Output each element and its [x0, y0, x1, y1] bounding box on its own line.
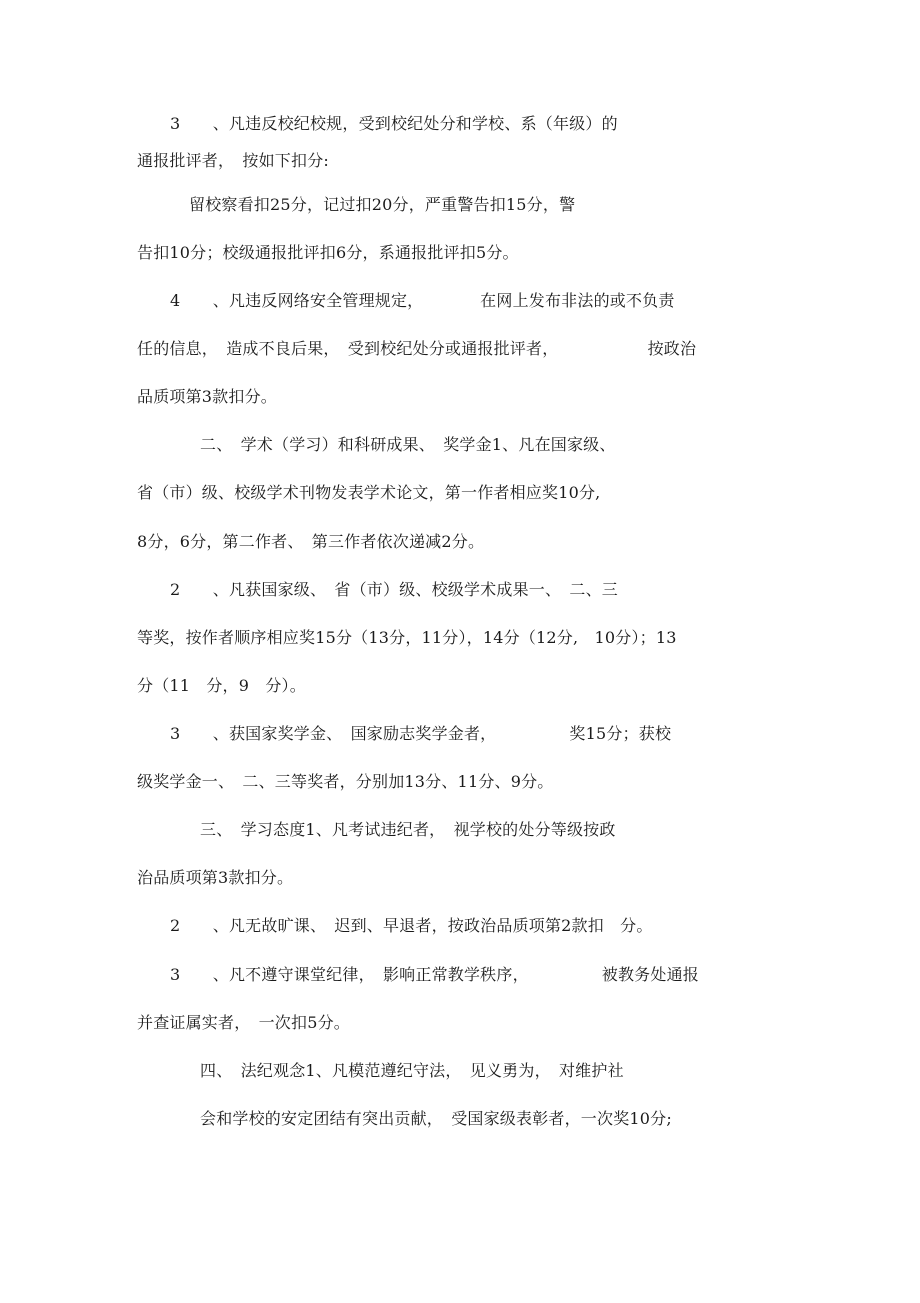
- text-line: 并查证属实者， 一次扣5分。: [137, 1013, 350, 1032]
- text-line: 4 、凡违反网络安全管理规定， 在网上发布非法的或不负责: [170, 291, 675, 310]
- text-line: 会和学校的安定团结有突出贡献， 受国家级表彰者，一次奖10分;: [200, 1109, 672, 1128]
- section-heading-line: 四、 法纪观念1、凡模范遵纪守法， 见义勇为， 对维护社: [200, 1061, 624, 1080]
- text-line: 通报批评者， 按如下扣分:: [137, 151, 329, 170]
- text-line: 治品质项第3款扣分。: [137, 868, 294, 887]
- text-line: 2 、凡无故旷课、 迟到、早退者，按政治品质项第2款扣 分。: [170, 916, 653, 935]
- section-heading-line: 三、 学习态度1、凡考试违纪者， 视学校的处分等级按政: [200, 820, 616, 839]
- text-line: 3 、获国家奖学金、 国家励志奖学金者， 奖15分；获校: [170, 724, 672, 743]
- text-line: 留校察看扣25分，记过扣20分，严重警告扣15分，警: [189, 195, 576, 214]
- text-line: 2 、凡获国家级、 省（市）级、校级学术成果一、 二、三: [170, 580, 618, 599]
- text-line: 品质项第3款扣分。: [137, 387, 277, 406]
- text-line: 分（11 分，9 分）。: [137, 676, 306, 695]
- text-line: 级奖学金一、 二、三等奖者，分别加13分、11分、9分。: [137, 772, 554, 791]
- text-line: 8分，6分，第二作者、 第三作者依次递减2分。: [137, 532, 485, 551]
- text-line: 省（市）级、校级学术刊物发表学术论文，第一作者相应奖10分,: [137, 483, 601, 502]
- text-line: 3 、凡违反校纪校规，受到校纪处分和学校、系（年级）的: [170, 114, 618, 133]
- text-line: 等奖，按作者顺序相应奖15分（13分，11分），14分（12分, 10分）；13: [137, 628, 677, 647]
- text-line: 任的信息， 造成不良后果， 受到校纪处分或通报批评者， 按政治: [137, 339, 697, 358]
- text-line: 告扣10分；校级通报批评扣6分，系通报批评扣5分。: [137, 243, 519, 262]
- section-heading-line: 二、 学术（学习）和科研成果、 奖学金1、凡在国家级、: [200, 435, 616, 454]
- text-line: 3 、凡不遵守课堂纪律， 影响正常教学秩序， 被教务处通报: [170, 965, 699, 984]
